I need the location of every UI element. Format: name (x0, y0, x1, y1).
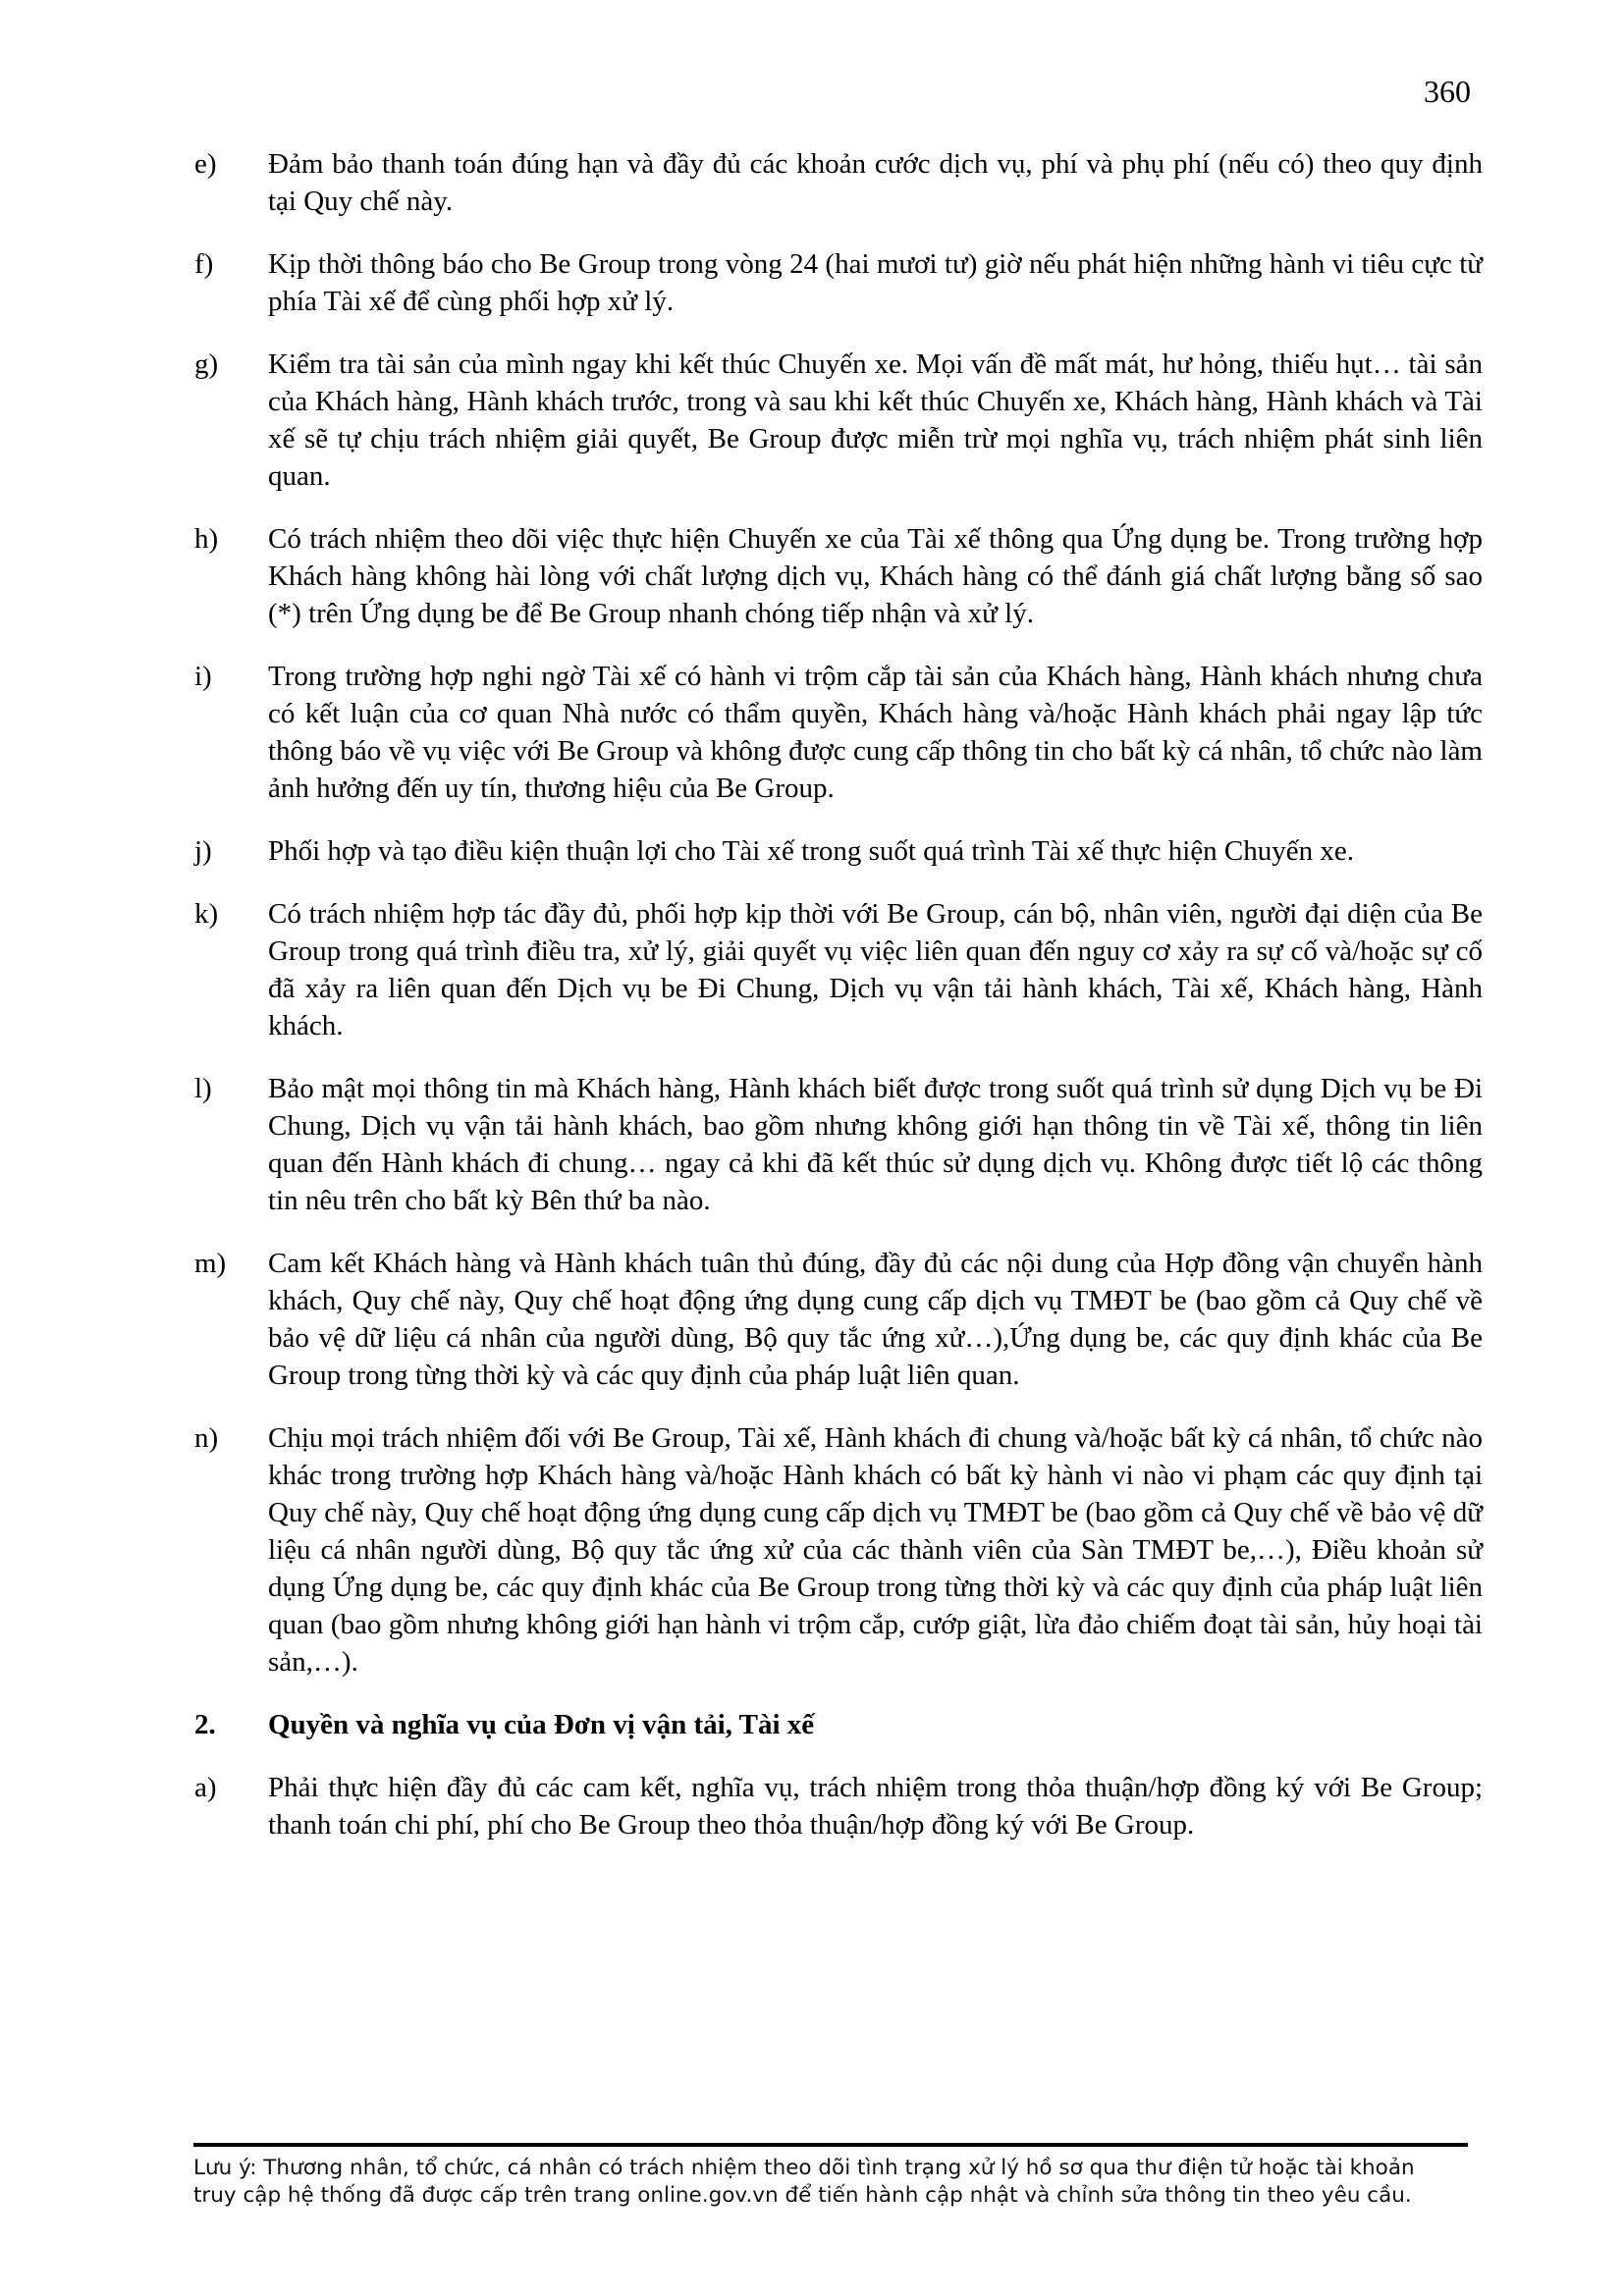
item-text: Phối hợp và tạo điều kiện thuận lợi cho Tài xế trong suốt quá trình Tài xế thực hiện Chuyến xe. (268, 835, 1355, 867)
item-text: Trong trường hợp nghi ngờ Tài xế có hành vi trộm cắp tài sản của Khách hàng, Hành khách nhưng chưa có kết luận của cơ quan Nhà nước có thẩm quyền, Khách hàng và/hoặc Hành khách phải ngay lập tức thông báo về vụ việc với Be Group và không được cung cấp thông tin cho bất kỳ cá nhân, tổ chức nào làm ảnh hưởng đến uy tín, thương hiệu của Be Group. (268, 661, 1483, 804)
section-heading (194, 1706, 1483, 1743)
list-item (194, 1769, 1483, 1843)
item-text: Cam kết Khách hàng và Hành khách tuân thủ đúng, đầy đủ các nội dung của Hợp đồng vận chuyển hành khách, Quy chế này, Quy chế hoạt động ứng dụng cung cấp dịch vụ TMĐT be (bao gồm cả Quy chế về bảo vệ dữ liệu cá nhân của người dùng, Bộ quy tắc ứng xử…),Ứng dụng be, các quy định khác của Be Group trong từng thời kỳ và các quy định của pháp luật liên quan. (268, 1248, 1483, 1391)
footer-note: Lưu ý: Thương nhân, tổ chức, cá nhân có trách nhiệm theo dõi tình trạng xử lý hồ sơ qua thư điện tử hoặc tài khoản truy cập hệ thống đã được cấp trên trang online.gov.vn để tiến hành cập nhật và chỉnh sửa thông tin theo yêu cầu. (193, 2156, 1415, 2208)
list-item (194, 145, 1483, 220)
item-label: f) (194, 248, 214, 280)
item-label: g) (194, 348, 219, 380)
list-item (194, 245, 1483, 320)
page-number: 360 (1424, 74, 1471, 109)
item-text: Bảo mật mọi thông tin mà Khách hàng, Hành khách biết được trong suốt quá trình sử dụng Dịch vụ be Đi Chung, Dịch vụ vận tải hành khách, bao gồm nhưng không giới hạn thông tin về Tài xế, thông tin liên quan đến Hành khách đi chung… ngay cả khi đã kết thúc sử dụng dịch vụ. Không được tiết lộ các thông tin nêu trên cho bất kỳ Bên thứ ba nào. (268, 1073, 1483, 1216)
item-text: Chịu mọi trách nhiệm đối với Be Group, Tài xế, Hành khách đi chung và/hoặc bất kỳ cá nhân, tổ chức nào khác trong trường hợp Khách hàng và/hoặc Hành khách có bất kỳ hành vi nào vi phạm các quy định tại Quy chế này, Quy chế hoạt động ứng dụng cung cấp dịch vụ TMĐT be (bao gồm cả Quy chế về bảo vệ dữ liệu cá nhân người dùng, Bộ quy tắc ứng xử của các thành viên của Sàn TMĐT be,…), Điều khoản sử dụng Ứng dụng be, các quy định khác của Be Group trong từng thời kỳ và các quy định của pháp luật liên quan (bao gồm nhưng không giới hạn hành vi trộm cắp, cướp giật, lừa đảo chiếm đoạt tài sản, hủy hoại tài sản,…). (268, 1422, 1483, 1678)
item-text: Kịp thời thông báo cho Be Group trong vòng 24 (hai mươi tư) giờ nếu phát hiện những hành vi tiêu cực từ phía Tài xế để cùng phối hợp xử lý. (268, 248, 1483, 317)
section-number: 2. (194, 1709, 216, 1740)
list-item (194, 346, 1483, 495)
list-item (194, 895, 1483, 1044)
list-item (194, 1070, 1483, 1219)
item-label: i) (194, 661, 212, 692)
list-item (194, 1419, 1483, 1681)
item-label: h) (194, 523, 219, 555)
page-footer (193, 2143, 1468, 2210)
section-title: Quyền và nghĩa vụ của Đơn vị vận tải, Tài xế (268, 1709, 815, 1740)
list-item (194, 520, 1483, 632)
item-text: Đảm bảo thanh toán đúng hạn và đầy đủ các khoản cước dịch vụ, phí và phụ phí (nếu có) theo quy định tại Quy chế này. (268, 148, 1483, 217)
item-label: a) (194, 1772, 217, 1803)
item-text: Kiểm tra tài sản của mình ngay khi kết thúc Chuyến xe. Mọi vấn đề mất mát, hư hỏng, thiếu hụt… tài sản của Khách hàng, Hành khách trước, trong và sau khi kết thúc Chuyến xe, Khách hàng, Hành khách và Tài xế sẽ tự chịu trách nhiệm giải quyết, Be Group được miễn trừ mọi nghĩa vụ, trách nhiệm phát sinh liên quan. (268, 348, 1483, 492)
footer-divider (193, 2143, 1468, 2147)
item-label: k) (194, 898, 219, 930)
list-item (194, 1245, 1483, 1394)
item-label: l) (194, 1073, 212, 1104)
item-label: e) (194, 148, 217, 180)
item-text: Có trách nhiệm hợp tác đầy đủ, phối hợp kịp thời với Be Group, cán bộ, nhân viên, người đại diện của Be Group trong quá trình điều tra, xử lý, giải quyết vụ việc liên quan đến nguy cơ xảy ra sự cố và/hoặc sự cố đã xảy ra liên quan đến Dịch vụ be Đi Chung, Dịch vụ vận tải hành khách, Tài xế, Khách hàng, Hành khách. (268, 898, 1483, 1041)
item-text: Có trách nhiệm theo dõi việc thực hiện Chuyến xe của Tài xế thông qua Ứng dụng be. Trong trường hợp Khách hàng không hài lòng với chất lượng dịch vụ, Khách hàng có thể đánh giá chất lượng bằng số sao (*) trên Ứng dụng be để Be Group nhanh chóng tiếp nhận và xử lý. (268, 523, 1483, 629)
item-label: j) (194, 835, 212, 867)
item-text: Phải thực hiện đầy đủ các cam kết, nghĩa vụ, trách nhiệm trong thỏa thuận/hợp đồng ký với Be Group; thanh toán chi phí, phí cho Be Group theo thỏa thuận/hợp đồng ký với Be Group. (268, 1772, 1483, 1841)
list-item (194, 832, 1483, 870)
content-list (194, 145, 1483, 1869)
item-label: m) (194, 1248, 227, 1279)
item-label: n) (194, 1422, 219, 1454)
list-item (194, 658, 1483, 807)
